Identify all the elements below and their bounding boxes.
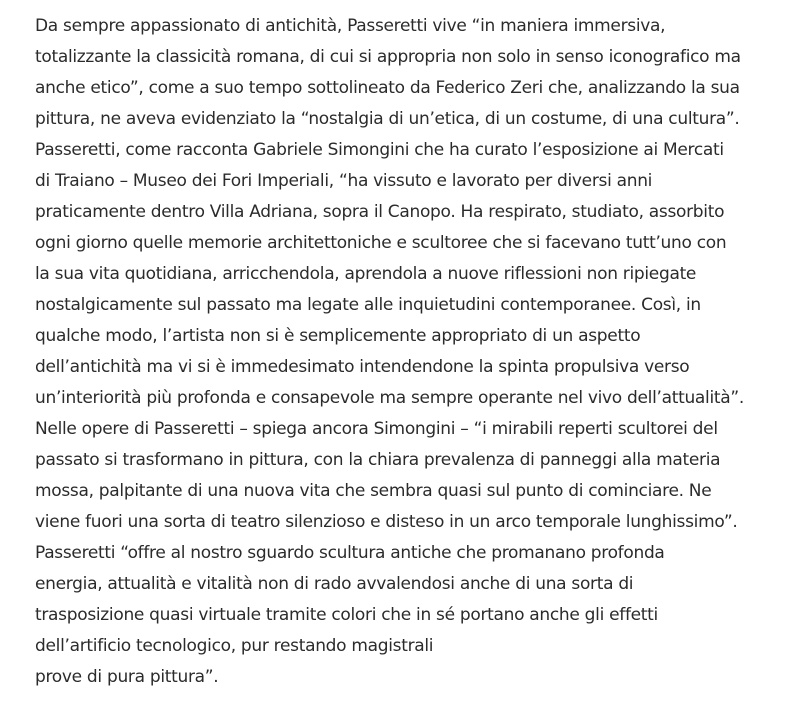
paragraph-line: Passeretti “offre al nostro sguardo scultura antiche che promanano profonda xyxy=(35,543,665,563)
paragraph-line: qualche modo, l’artista non si è semplicemente appropriato di un aspetto xyxy=(35,326,641,346)
paragraph-line: Da sempre appassionato di antichità, Passeretti vive “in maniera immersiva, xyxy=(35,16,666,36)
paragraph-line: energia, attualità e vitalità non di rado avvalendosi anche di una sorta di xyxy=(35,574,634,594)
paragraph-line: Nelle opere di Passeretti – spiega ancora Simongini – “i mirabili reperti scultorei del xyxy=(35,419,718,439)
paragraph-line: passato si trasformano in pittura, con la chiara prevalenza di panneggi alla materia xyxy=(35,450,721,470)
paragraph-line: Passeretti, come racconta Gabriele Simongini che ha curato l’esposizione ai Mercati xyxy=(35,140,724,160)
article-body xyxy=(35,11,775,693)
paragraph-line: viene fuori una sorta di teatro silenzioso e disteso in un arco temporale lunghissimo”. xyxy=(35,512,738,532)
paragraph-line: di Traiano – Museo dei Fori Imperiali, “ha vissuto e lavorato per diversi anni xyxy=(35,171,653,191)
paragraph-line: dell’artificio tecnologico, pur restando magistrali xyxy=(35,636,434,656)
paragraph-line: nostalgicamente sul passato ma legate alle inquietudini contemporanee. Così, in xyxy=(35,295,701,315)
paragraph-line: mossa, palpitante di una nuova vita che sembra quasi sul punto di cominciare. Ne xyxy=(35,481,712,501)
paragraph-line: ogni giorno quelle memorie architettoniche e scultoree che si facevano tutt’uno con xyxy=(35,233,727,253)
paragraph-line: pittura, ne aveva evidenziato la “nostalgia di un’etica, di un costume, di una cultura”. xyxy=(35,109,740,129)
paragraph-line: trasposizione quasi virtuale tramite colori che in sé portano anche gli effetti xyxy=(35,605,658,625)
paragraph-line: praticamente dentro Villa Adriana, sopra il Canopo. Ha respirato, studiato, assorbito xyxy=(35,202,725,222)
paragraph-line: prove di pura pittura”. xyxy=(35,667,219,687)
paragraph-line: dell’antichità ma vi si è immedesimato intendendone la spinta propulsiva verso xyxy=(35,357,690,377)
paragraph-line: la sua vita quotidiana, arricchendola, aprendola a nuove riflessioni non ripiegate xyxy=(35,264,697,284)
paragraph-line: anche etico”, come a suo tempo sottolineato da Federico Zeri che, analizzando la sua xyxy=(35,78,740,98)
paragraph-line: un’interiorità più profonda e consapevole ma sempre operante nel vivo dell’attualità”. xyxy=(35,388,744,408)
paragraph-line: totalizzante la classicità romana, di cui si appropria non solo in senso iconografico ma xyxy=(35,47,741,67)
